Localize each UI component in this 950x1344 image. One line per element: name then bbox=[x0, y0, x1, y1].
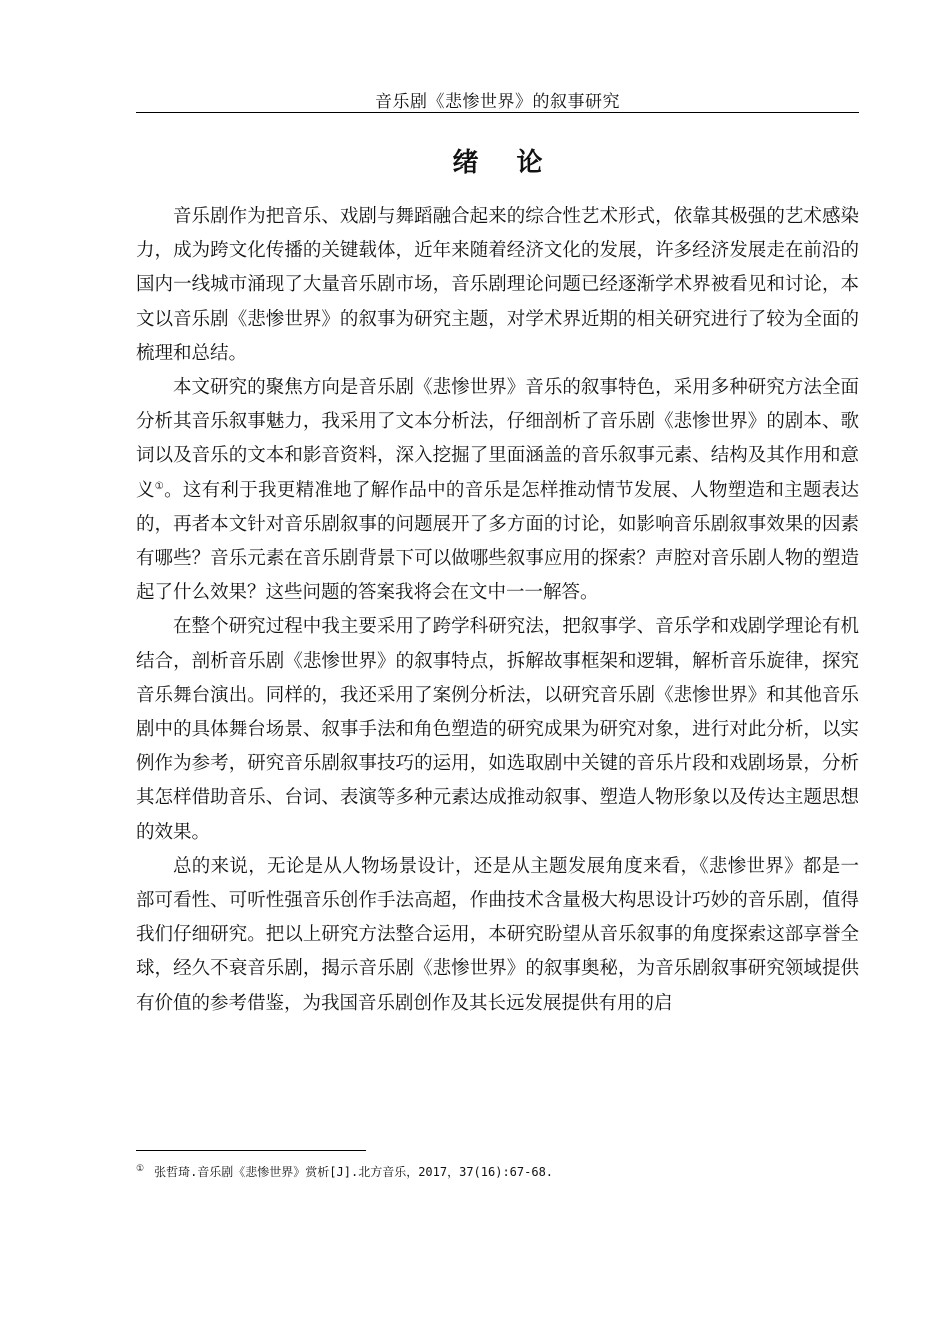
paragraph-1: 音乐剧作为把音乐、戏剧与舞蹈融合起来的综合性艺术形式，依靠其极强的艺术感染力，成为跨文化传播的关键载体，近年来随着经济文化的发展，许多经济发展走在前沿的国内一线城市涌现了大量音乐剧市场，音乐剧理论问题已经逐渐学术界被看见和讨论，本文以音乐剧《悲惨世界》的叙事为研究主题，对学术界近期的相关研究进行了较为全面的梳理和总结。 bbox=[136, 206, 859, 364]
header-rule bbox=[136, 112, 859, 113]
paragraph-4: 总的来说，无论是从人物场景设计，还是从主题发展角度来看，《悲惨世界》都是一部可看性、可听性强音乐创作手法高超，作曲技术含量极大构思设计巧妙的音乐剧，值得我们仔细研究。把以上研究方法整合运用，本研究盼望从音乐叙事的角度探索这部享誉全球，经久不衰音乐剧，揭示音乐剧《悲惨世界》的叙事奥秘，为音乐剧叙事研究领域提供有价值的参考借鉴，为我国音乐剧创作及其长远发展提供有用的启 bbox=[136, 855, 859, 1014]
footnote-rule bbox=[136, 1150, 366, 1151]
footnote-marker: ① bbox=[136, 1164, 145, 1174]
paragraph-2-part-2: 。这有利于我更精准地了解作品中的音乐是怎样推动情节发展、人物塑造和主题表达的，再者本文针对音乐剧叙事的问题展开了多方面的讨论，如影响音乐剧叙事效果的因素有哪些？音乐元素在音乐剧背景下可以做哪些叙事应用的探索？声腔对音乐剧人物的塑造起了什么效果？这些问题的答案我将会在文中一一解答。 bbox=[136, 479, 859, 604]
paragraph-3: 在整个研究过程中我主要采用了跨学科研究法，把叙事学、音乐学和戏剧学理论有机结合，剖析音乐剧《悲惨世界》的叙事特点，拆解故事框架和逻辑，解析音乐旋律，探究音乐舞台演出。同样的，我还采用了案例分析法，以研究音乐剧《悲惨世界》和其他音乐剧中的具体舞台场景、叙事手法和角色塑造的研究成果为研究对象，进行对此分析，以实例作为参考，研究音乐剧叙事技巧的运用，如选取剧中关键的音乐片段和戏剧场景，分析其怎样借助音乐、台词、表演等多种元素达成推动叙事、塑造人物形象以及传达主题思想的效果。 bbox=[136, 616, 859, 843]
running-header: 音乐剧《悲惨世界》的叙事研究 bbox=[375, 92, 620, 112]
paragraph-2 bbox=[136, 371, 859, 610]
body-text bbox=[136, 200, 859, 1021]
footnote-text: 张哲琦.音乐剧《悲惨世界》赏析[J].北方音乐，2017，37(16):67-68. bbox=[154, 1165, 554, 1179]
section-title: 绪论 bbox=[452, 148, 581, 178]
footnote bbox=[136, 1160, 859, 1181]
footnote-reference[interactable]: ① bbox=[154, 480, 165, 492]
paragraph-2-part-1: 本文研究的聚焦方向是音乐剧《悲惨世界》音乐的叙事特色，采用多种研究方法全面分析其音乐叙事魅力，我采用了文本分析法，仔细剖析了音乐剧《悲惨世界》的剧本、歌词以及音乐的文本和影音资料，深入挖掘了里面涵盖的音乐叙事元素、结构及其作用和意义 bbox=[136, 377, 859, 501]
